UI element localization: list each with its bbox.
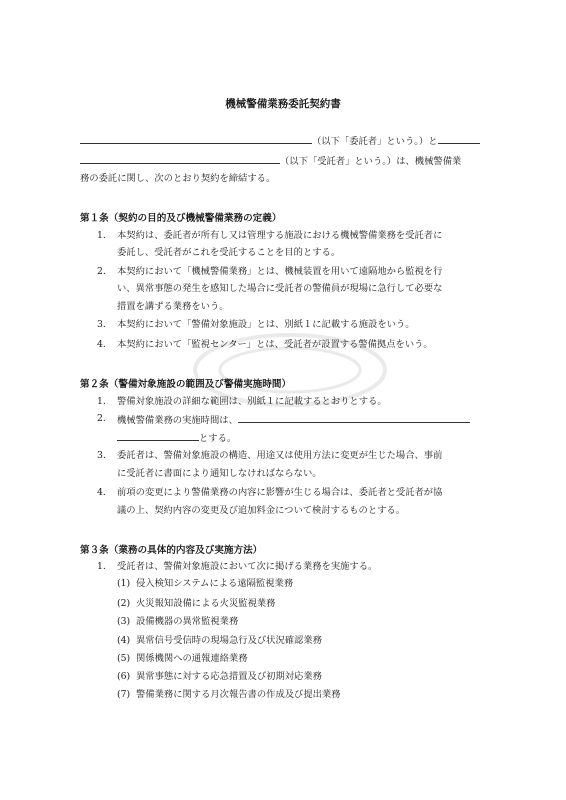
article-1-item-2-line-1: 本契約において「機械警備業務」とは、機械装置を用いて遠隔地から監視を行 <box>117 266 443 277</box>
subitem-1-text: 侵入検知システムによる遠隔監視業務 <box>136 578 294 589</box>
article-2-item-4-line-2: 議の上、契約内容の変更及び追加料金について検討するものとする。 <box>117 505 406 516</box>
intro-line-2 <box>80 153 461 169</box>
article-1-item-3-number: 3. <box>97 319 106 330</box>
intro-line-2-text: （以下「受託者」という。）は、機械警備業 <box>280 156 462 167</box>
subitem-3-text: 設備機器の異常監視業務 <box>136 616 239 627</box>
article-2-item-1-line-1: 警備対象施設の詳細な範囲は、別紙１に記載するとおりとする。 <box>117 396 387 407</box>
article-2-item-3-line-2: に受託者に書面により通知しなければならない。 <box>117 468 322 479</box>
article-2-item-2-line-1 <box>117 412 470 428</box>
service-hours-blank[interactable] <box>238 412 470 423</box>
document-title: 機械警備業務委託契約書 <box>225 98 341 110</box>
article-1-item-2-number: 2. <box>97 266 106 277</box>
subitem-1-number: (1) <box>117 578 131 589</box>
subitem-3-number: (3) <box>117 616 131 627</box>
article-1-item-2-line-3: 措置を講ずる業務をいう。 <box>117 301 229 312</box>
subitem-5-text: 関係機関への通報連絡業務 <box>136 653 248 664</box>
subitem-4-text: 異常信号受信時の現場急行及び状況確認業務 <box>136 635 322 646</box>
contractor-name-blank[interactable] <box>80 153 280 164</box>
article-1-item-1-line-1: 本契約は、委託者が所有し又は管理する施設における機械警備業務を受託者に <box>117 230 443 241</box>
subitem-7-number: (7) <box>117 689 131 700</box>
intro-line-3: 務の委託に関し、次のとおり契約を締結する。 <box>80 173 276 184</box>
article-2-item-1-number: 1. <box>97 396 106 407</box>
article-1-item-1-number: 1. <box>97 230 106 241</box>
article-1-item-2-line-2: い、異常事態の発生を感知した場合に受託者の警備員が現場に急行して必要な <box>117 283 443 294</box>
article-2-item-4-line-1: 前項の変更により警備業務の内容に影響が生じる場合は、委託者と受託者が協 <box>117 487 443 498</box>
article-1-item-3-line-1: 本契約において「警備対象施設」とは、別紙１に記載する施設をいう。 <box>117 319 415 330</box>
article-3-item-1-number: 1. <box>97 561 106 572</box>
article-2-item-2-line-1-text: 機械警備業務の実施時間は、 <box>117 415 238 426</box>
article-2-item-3-line-1: 委託者は、警備対象施設の構造、用途又は使用方法に変更が生じた場合、事前 <box>117 450 443 461</box>
intro-line-1 <box>80 133 480 149</box>
intro-line-1-text: （以下「委託者」という。）と <box>312 136 438 147</box>
article-2-item-3-number: 3. <box>97 450 106 461</box>
article-1-heading: 第１条（契約の目的及び機械警備業務の定義） <box>80 213 282 224</box>
article-1-item-4-line-1: 本契約において「監視センター」とは、受託者が設置する警備拠点をいう。 <box>117 339 433 350</box>
article-2-item-2-number: 2. <box>97 413 106 424</box>
article-2-item-2-line-2-text: とする。 <box>199 433 237 444</box>
subitem-6-number: (6) <box>117 671 131 682</box>
article-2-heading: 第２条（警備対象施設の範囲及び警備実施時間） <box>80 379 292 390</box>
subitem-5-number: (5) <box>117 653 131 664</box>
article-1-item-1-line-2: 委託し、受託者がこれを受託することを目的とする。 <box>117 247 341 258</box>
article-3-heading: 第３条（業務の具体的内容及び実施方法） <box>80 545 263 556</box>
consignor-name-blank[interactable] <box>80 133 312 144</box>
subitem-4-number: (4) <box>117 635 131 646</box>
contractor-name-blank-start[interactable] <box>438 133 480 144</box>
subitem-7-text: 警備業務に関する月次報告書の作成及び提出業務 <box>136 689 341 700</box>
subitem-2-number: (2) <box>117 598 131 609</box>
subitem-6-text: 異常事態に対する応急措置及び初期対応業務 <box>136 671 322 682</box>
subitem-2-text: 火災報知設備による火災監視業務 <box>136 598 276 609</box>
article-2-item-4-number: 4. <box>97 487 106 498</box>
article-3-item-1-line-1: 受託者は、警備対象施設において次に掲げる業務を実施する。 <box>117 561 378 572</box>
service-hours-blank-end[interactable] <box>117 430 199 441</box>
article-1-item-4-number: 4. <box>97 339 106 350</box>
article-2-item-2-line-2 <box>117 430 236 446</box>
